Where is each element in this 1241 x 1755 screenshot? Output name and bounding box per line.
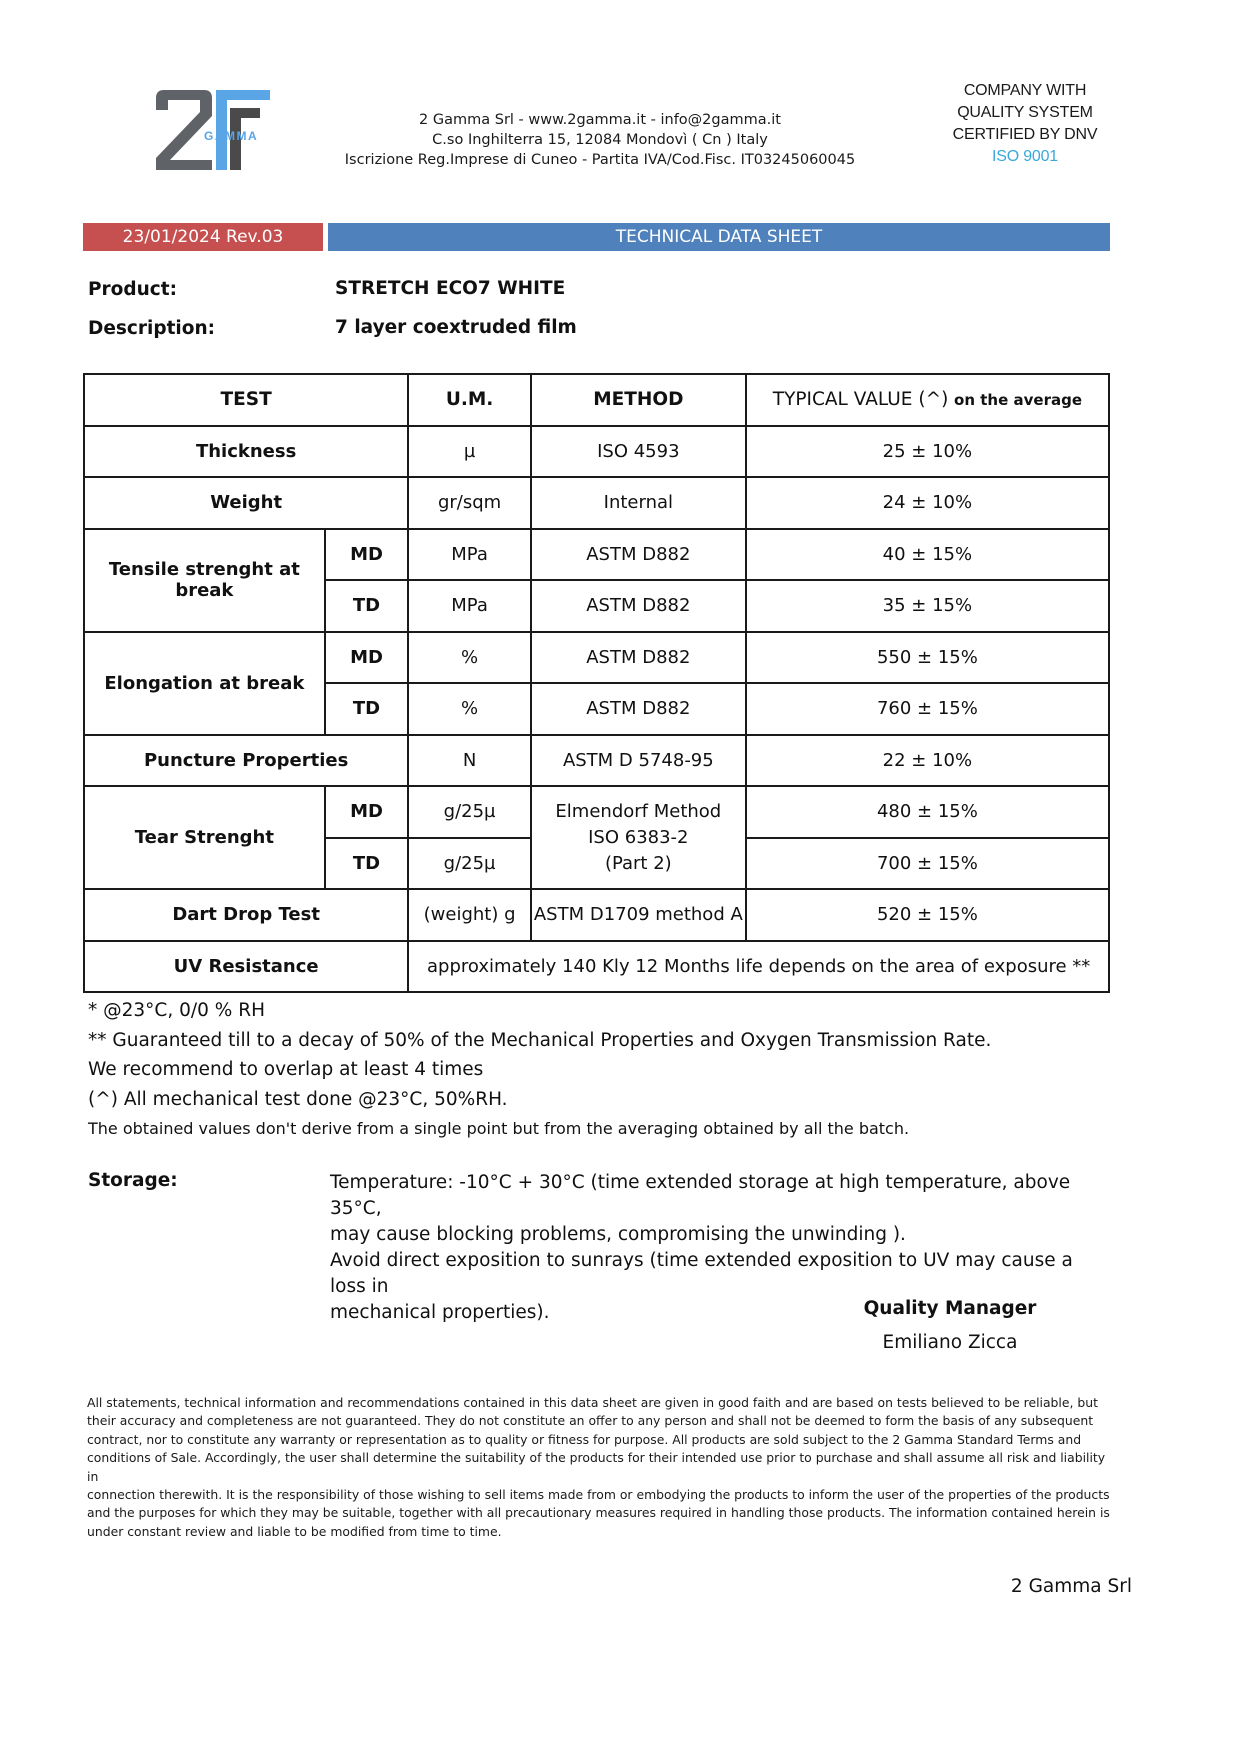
company-info [340,110,860,170]
typical-value: 25 ± 10% [746,426,1109,478]
direction: MD [325,786,409,838]
storage-line: Avoid direct exposition to sunrays (time extended exposition to UV may cause a loss in [330,1250,1073,1297]
method: ASTM D882 [531,529,746,581]
signature-title: Quality Manager [863,1298,1037,1319]
cert-line-1: COMPANY WITH [963,82,1087,99]
table-header-row [84,374,1109,426]
notes [88,996,991,1144]
direction: MD [325,529,409,581]
test-name: Tensile strenght at break [84,529,325,632]
spec-table [83,373,1110,993]
typical-value: 760 ± 15% [746,683,1109,735]
note-line: (^) All mechanical test done @23°C, 50%RH. [88,1088,508,1110]
header-method: METHOD [531,374,746,426]
storage-line: Temperature: -10°C + 30°C (time extended storage at high temperature, above 35°C, [330,1172,1071,1219]
company-logo [150,86,272,174]
method: ASTM D1709 method A [531,889,746,941]
header-test: TEST [84,374,408,426]
note-line: We recommend to overlap at least 4 times [88,1059,484,1080]
method: ASTM D882 [531,683,746,735]
revision-date: 23/01/2024 Rev.03 [83,223,323,251]
2f-gamma-logo-icon [150,86,272,174]
method: ASTM D882 [531,580,746,632]
storage-label: Storage: [88,1170,178,1191]
footer-company: 2 Gamma Srl [1010,1576,1132,1597]
disclaimer-line: All statements, technical information and recommendations contained in this data sheet are given in good faith and are based on tests believed to be reliable, but [87,1395,1098,1410]
unit: N [408,735,531,787]
typical-value: 480 ± 15% [746,786,1109,838]
header-typical-value [746,374,1109,426]
company-address-line: C.so Inghilterra 15, 12084 Mondovì ( Cn ) Italy [432,132,768,148]
unit: g/25µ [408,838,531,890]
typical-value: 550 ± 15% [746,632,1109,684]
method: ASTM D 5748-95 [531,735,746,787]
unit: µ [408,426,531,478]
header-um: U.M. [408,374,531,426]
typical-value: 700 ± 15% [746,838,1109,890]
test-name: UV Resistance [84,941,408,993]
method [531,786,746,889]
method-line: (Part 2) [604,852,672,874]
unit: % [408,632,531,684]
table-row [84,735,1109,787]
cert-line-3: CERTIFIED BY DNV [952,126,1098,143]
document-title: TECHNICAL DATA SHEET [328,223,1110,251]
certification-badge [930,80,1120,168]
direction: TD [325,683,409,735]
direction: MD [325,632,409,684]
table-row [84,426,1109,478]
note-line: * @23°C, 0/0 % RH [88,1000,265,1021]
unit: (weight) g [408,889,531,941]
header-typical-value-label: TYPICAL VALUE (^) [772,389,949,411]
disclaimer [87,1394,1112,1541]
note-line: The obtained values don't derive from a single point but from the averaging obtained by all the batch. [88,1119,910,1138]
test-name: Thickness [84,426,408,478]
company-contact-line: 2 Gamma Srl - www.2gamma.it - info@2gamma.it [419,112,781,128]
description-label: Description: [88,318,216,339]
test-name: Dart Drop Test [84,889,408,941]
disclaimer-line: their accuracy and completeness are not guaranteed. They do not constitute an offer to any person and shall not be deemed to form the basis of any subsequent [87,1413,1094,1429]
storage-line: may cause blocking problems, compromising the unwinding ). [330,1224,906,1245]
cert-iso: ISO 9001 [991,148,1058,165]
table-row [84,786,1109,838]
disclaimer-line: conditions of Sale. Accordingly, the user shall determine the suitability of the products for their intended use prior to purchase and shall assume all risk and liability in [87,1450,1106,1484]
typical-value: 520 ± 15% [746,889,1109,941]
typical-value: 35 ± 15% [746,580,1109,632]
direction: TD [325,580,409,632]
storage-line: mechanical properties). [330,1302,550,1323]
signature-block [840,1292,1060,1360]
typical-value: 24 ± 10% [746,477,1109,529]
cert-line-2: QUALITY SYSTEM [957,104,1093,121]
unit: MPa [408,580,531,632]
signature-name: Emiliano Zicca [882,1332,1018,1353]
disclaimer-line: contract, nor to constitute any warranty or representation as to quality or fitness for purpose. All products are sold subject to the 2 Gamma Standard Terms and [87,1431,1082,1447]
disclaimer-line: and the purposes for which they may be suitable, together with all precautionary measures required in handling those products. The information contained herein is [87,1505,1110,1521]
method-line: Elmendorf Method [555,800,722,822]
svg-text:GAMMA: GAMMA [204,129,259,143]
product-label: Product: [88,279,178,300]
test-name: Tear Strenght [84,786,325,889]
note-line: ** Guaranteed till to a decay of 50% of the Mechanical Properties and Oxygen Transmission Rate. [88,1029,992,1051]
test-name: Elongation at break [84,632,325,735]
unit: g/25µ [408,786,531,838]
test-name: Puncture Properties [84,735,408,787]
unit: gr/sqm [408,477,531,529]
table-row [84,529,1109,581]
table-row [84,632,1109,684]
unit: MPa [408,529,531,581]
table-row [84,889,1109,941]
table-row [84,941,1109,993]
company-registration-line: Iscrizione Reg.Imprese di Cuneo - Partita IVA/Cod.Fisc. IT03245060045 [344,152,856,168]
method: ASTM D882 [531,632,746,684]
product-value: STRETCH ECO7 WHITE [335,278,566,299]
typical-value: 40 ± 15% [746,529,1109,581]
method: Internal [531,477,746,529]
direction: TD [325,838,409,890]
header-typical-value-suffix: on the average [954,391,1083,410]
typical-value: 22 ± 10% [746,735,1109,787]
description-value: 7 layer coextruded film [335,317,577,338]
disclaimer-line: under constant review and liable to be modified from time to time. [87,1523,502,1539]
method-line: ISO 6383-2 [588,826,689,848]
table-row [84,477,1109,529]
method: ISO 4593 [531,426,746,478]
test-name: Weight [84,477,408,529]
unit: % [408,683,531,735]
disclaimer-line: connection therewith. It is the responsibility of those wishing to sell items made from or embodying the products to inform the user of the properties of the products [87,1487,1110,1503]
uv-resistance-value: approximately 140 Kly 12 Months life depends on the area of exposure ** [408,941,1109,993]
